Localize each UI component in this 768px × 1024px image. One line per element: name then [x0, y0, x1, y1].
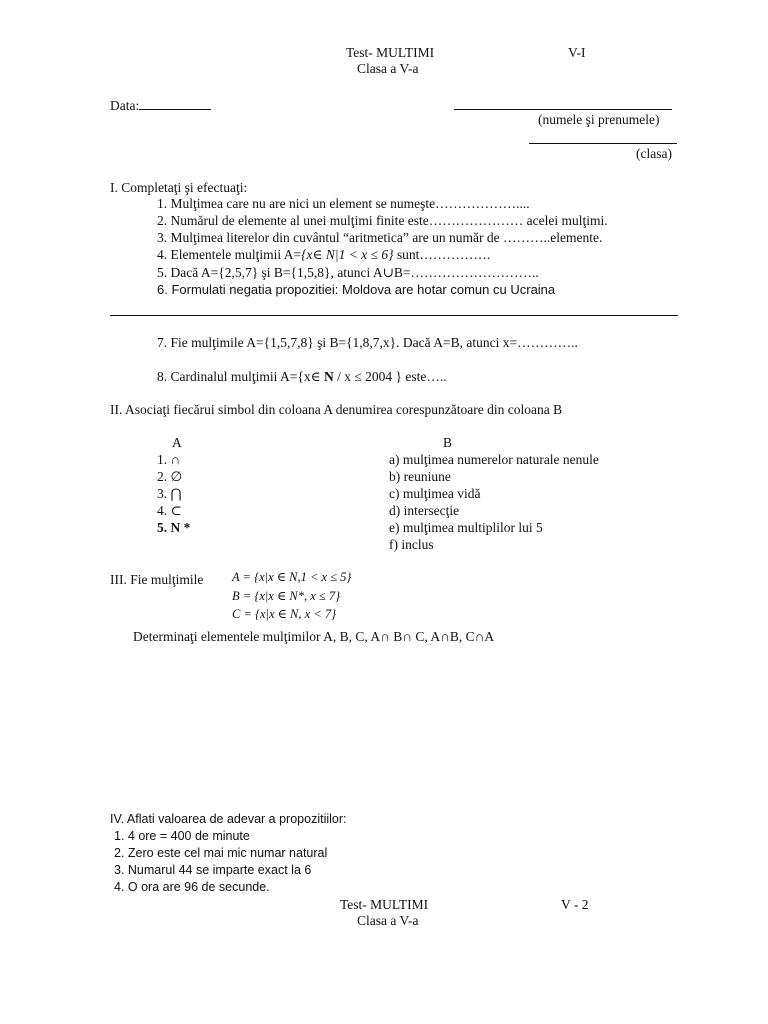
column-b-item-a: a) mulţimea numerelor naturale nenule: [389, 452, 599, 467]
section-4-item-3: 3. Numarul 44 se imparte exact la 6: [114, 863, 312, 877]
footer-version: V - 2: [561, 897, 589, 912]
column-a-item-4: 4. ⊂: [157, 503, 182, 518]
section-1-item-8: 8. Cardinalul mulţimii A={x∈ N / x ≤ 2004 } este…..: [157, 369, 447, 384]
section-4-item-1: 1. 4 ore = 400 de minute: [114, 829, 250, 843]
class-title: Clasa a V-a: [357, 61, 419, 76]
section-1-item-5: 5. Dacă A={2,5,7} şi B={1,5,8}, atunci A∪B=………………………..: [157, 265, 539, 280]
test-title: Test- MULTIMI: [346, 45, 435, 60]
set-c-definition: C = {x|x ∈ N, x < 7}: [232, 607, 337, 621]
class-label: (clasa): [636, 146, 672, 161]
date-blank: [139, 97, 211, 110]
section-4-item-4: 4. O ora are 96 de secunde.: [114, 880, 270, 894]
footer-class: Clasa a V-a: [357, 913, 419, 928]
footer-test-title: Test- MULTIMI: [340, 897, 429, 912]
section-3-title: III. Fie mulţimile: [110, 572, 204, 587]
section-4-title: IV. Aflati valoarea de adevar a propozitiilor:: [110, 812, 347, 826]
section-1-item-2: 2. Numărul de elemente al unei mulţimi finite este………………… acelei mulţimi.: [157, 213, 608, 228]
set-b-definition: B = {x|x ∈ N*, x ≤ 7}: [232, 589, 341, 603]
test-version: V-I: [568, 45, 586, 60]
section-4-item-2: 2. Zero este cel mai mic numar natural: [114, 846, 328, 860]
column-b-item-d: d) intersecţie: [389, 503, 460, 518]
column-a-header: A: [172, 435, 182, 450]
class-line: [529, 143, 677, 144]
set-a-definition: A = {x|x ∈ N,1 < x ≤ 5}: [232, 570, 352, 584]
section-1-title: I. Completaţi şi efectuaţi:: [110, 180, 248, 195]
section-2-title: II. Asociaţi fiecărui simbol din coloana A denumirea corespunzătoare din coloana B: [110, 402, 563, 417]
item-4-set: {x∈ N|1 < x ≤ 6}: [301, 247, 394, 262]
name-line: [454, 109, 672, 110]
section-1-item-7: 7. Fie mulţimile A={1,5,7,8} şi B={1,8,7,x}. Dacă A=B, atunci x=…………..: [157, 335, 578, 350]
column-b-item-f: f) inclus: [389, 537, 434, 552]
column-a-item-3: 3. ⋂: [157, 486, 182, 501]
column-a-item-5: 5. N *: [157, 520, 191, 535]
column-b-item-c: c) mulţimea vidă: [389, 486, 481, 501]
column-b-item-b: b) reuniune: [389, 469, 451, 484]
date-label: Data:: [110, 97, 211, 113]
section-1-item-6: 6. Formulati negatia propozitiei: Moldova are hotar comun cu Ucraina: [157, 282, 556, 297]
section-3-task: Determinaţi elementele mulţimilor A, B, C, A∩ B∩ C, A∩B, C∩A: [133, 629, 495, 644]
section-1-item-3: 3. Mulţimea literelor din cuvântul “aritmetica” are un număr de ………..elemente.: [157, 230, 603, 245]
name-label: (numele şi prenumele): [538, 112, 660, 127]
column-b-header: B: [443, 435, 453, 450]
section-1-item-1: 1. Mulţimea care nu are nici un element se numeşte………………....: [157, 196, 530, 211]
column-a-item-1: 1. ∩: [157, 452, 181, 467]
divider-line: [110, 315, 678, 316]
column-a-item-2: 2. ∅: [157, 469, 183, 484]
section-1-item-4: 4. Elementele mulţimii A={x∈ N|1 < x ≤ 6} sunt…………….: [157, 247, 491, 262]
column-b-item-e: e) mulţimea multiplilor lui 5: [389, 520, 543, 535]
